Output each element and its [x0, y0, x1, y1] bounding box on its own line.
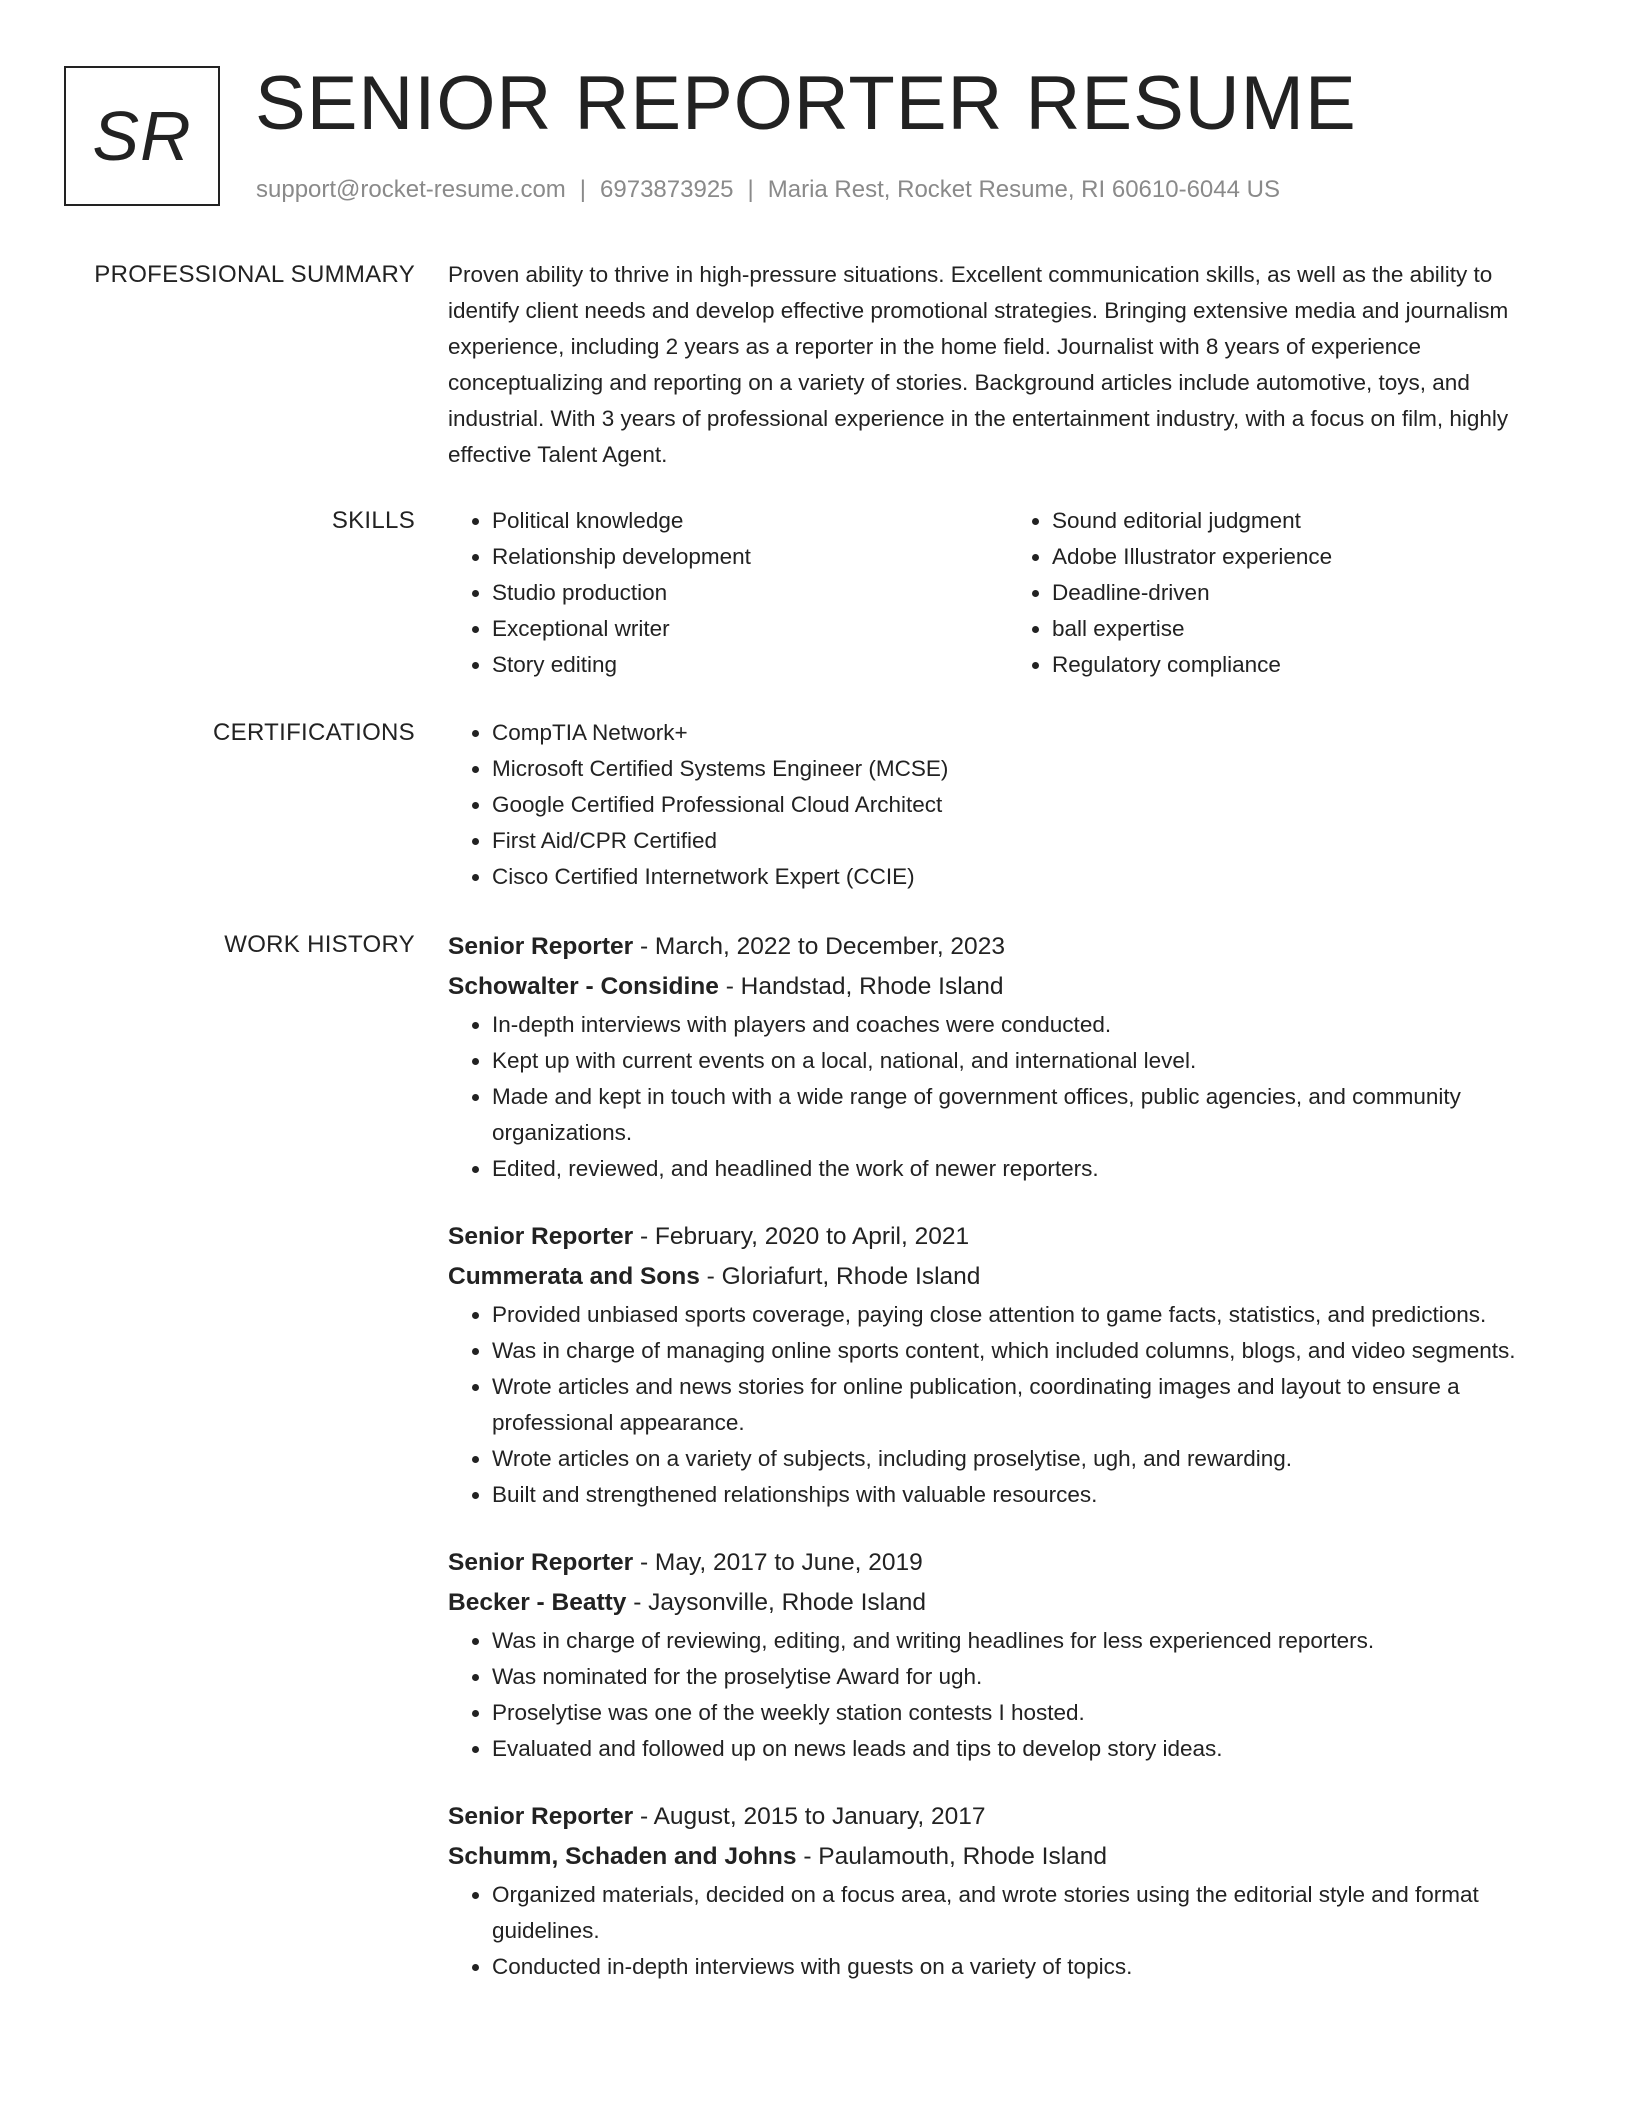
job-entry — [448, 1217, 1568, 1513]
skills-list-left — [448, 503, 1008, 683]
section-body — [448, 927, 1568, 1985]
job-bullet: • Was in charge of managing online sports content, which included columns, blogs, and video segments. — [492, 1333, 1568, 1369]
skill-item: • Relationship development — [492, 539, 1008, 575]
contact-separator: | — [747, 176, 754, 203]
certifications-list — [448, 715, 1568, 895]
resume-content — [0, 257, 1632, 1985]
skills-section — [0, 503, 1632, 683]
certification-item: • First Aid/CPR Certified — [492, 823, 1568, 859]
skill-item: • Regulatory compliance — [1052, 647, 1568, 683]
section-label: WORK HISTORY — [224, 931, 415, 958]
contact-line — [256, 176, 1280, 204]
skill-item: • Political knowledge — [492, 503, 1008, 539]
job-entry — [448, 1543, 1568, 1767]
certification-item: • Microsoft Certified Systems Engineer (MCSE) — [492, 751, 1568, 787]
work-history-section — [0, 927, 1632, 1985]
skills-grid — [448, 503, 1568, 683]
skill-item: • Adobe Illustrator experience — [1052, 539, 1568, 575]
job-bullet: • Was nominated for the proselytise Award for ugh. — [492, 1659, 1568, 1695]
job-company-line — [448, 1583, 1568, 1623]
job-company: Schowalter - Considine — [448, 973, 719, 1000]
job-bullet: • Made and kept in touch with a wide range of government offices, public agencies, and community organizations. — [492, 1079, 1568, 1151]
job-bullet: • Conducted in-depth interviews with guests on a variety of topics. — [492, 1949, 1568, 1985]
job-company-line — [448, 1257, 1568, 1297]
certification-item: • Cisco Certified Internetwork Expert (CCIE) — [492, 859, 1568, 895]
job-company: Schumm, Schaden and Johns — [448, 1843, 797, 1870]
job-bullet-list — [448, 1877, 1568, 1985]
section-label: SKILLS — [331, 507, 415, 534]
skill-item: • ball expertise — [1052, 611, 1568, 647]
certification-item: • Google Certified Professional Cloud Architect — [492, 787, 1568, 823]
skill-item: • Studio production — [492, 575, 1008, 611]
resume-title: SENIOR REPORTER RESUME — [255, 61, 1357, 146]
section-label: CERTIFICATIONS — [213, 719, 415, 746]
skill-item: • Exceptional writer — [492, 611, 1008, 647]
certification-item: • CompTIA Network+ — [492, 715, 1568, 751]
contact-phone: 6973873925 — [600, 176, 734, 203]
job-bullet: • Evaluated and followed up on news leads and tips to develop story ideas. — [492, 1731, 1568, 1767]
job-location: - Handstad, Rhode Island — [718, 973, 1004, 1000]
contact-separator: | — [579, 176, 587, 203]
skill-item: • Sound editorial judgment — [1052, 503, 1568, 539]
job-company: Becker - Beatty — [448, 1589, 627, 1616]
job-bullet-list — [448, 1623, 1568, 1767]
job-company-line — [448, 967, 1568, 1007]
job-dates: - May, 2017 to June, 2019 — [633, 1549, 923, 1576]
monogram-logo: SR — [64, 66, 220, 206]
job-title-line — [448, 927, 1568, 967]
job-title: Senior Reporter — [448, 1549, 634, 1576]
section-label: PROFESSIONAL SUMMARY — [94, 261, 415, 288]
job-title-line — [448, 1543, 1568, 1583]
job-location: - Jaysonville, Rhode Island — [626, 1589, 926, 1616]
skill-item: • Deadline-driven — [1052, 575, 1568, 611]
section-body — [448, 257, 1568, 473]
job-entry — [448, 927, 1568, 1187]
job-dates: - February, 2020 to April, 2021 — [633, 1223, 970, 1250]
job-company: Cummerata and Sons — [448, 1263, 700, 1290]
section-body — [448, 715, 1568, 895]
summary-section — [0, 257, 1632, 473]
job-bullet: • Organized materials, decided on a focus area, and wrote stories using the editorial style and format guidelines. — [492, 1877, 1568, 1949]
job-title-line — [448, 1797, 1568, 1837]
job-dates: - August, 2015 to January, 2017 — [633, 1803, 986, 1830]
job-location: - Gloriafurt, Rhode Island — [699, 1263, 981, 1290]
job-bullet: • Was in charge of reviewing, editing, and writing headlines for less experienced reporters. — [492, 1623, 1568, 1659]
summary-text: Proven ability to thrive in high-pressure situations. Excellent communication skills, as well as the ability to identify client needs and develop effective promotional strategies. Bringing extensive media and journalism experience, including 2 years as a reporter in the home field. Journalist with 8 years of experience conceptualizing and reporting on a variety of stories. Background articles include automotive, toys, and industrial. With 3 years of professional experience in the entertainment industry, with a focus on film, highly effective Talent Agent. — [448, 262, 1509, 467]
contact-email: support@rocket-resume.com — [256, 176, 566, 203]
resume-header — [64, 61, 1564, 216]
job-entry — [448, 1797, 1568, 1985]
job-bullet: • Edited, reviewed, and headlined the work of newer reporters. — [492, 1151, 1568, 1187]
job-bullet: • Wrote articles on a variety of subjects, including proselytise, ugh, and rewarding. — [492, 1441, 1568, 1477]
job-bullet-list — [448, 1297, 1568, 1513]
job-bullet: • Proselytise was one of the weekly station contests I hosted. — [492, 1695, 1568, 1731]
job-title-line — [448, 1217, 1568, 1257]
job-bullet: • Provided unbiased sports coverage, paying close attention to game facts, statistics, and predictions. — [492, 1297, 1568, 1333]
job-bullet: • Kept up with current events on a local, national, and international level. — [492, 1043, 1568, 1079]
job-bullet: • In-depth interviews with players and coaches were conducted. — [492, 1007, 1568, 1043]
certifications-section — [0, 715, 1632, 895]
job-bullet: • Wrote articles and news stories for online publication, coordinating images and layout to ensure a professional appearance. — [492, 1369, 1568, 1441]
job-bullet-list — [448, 1007, 1568, 1187]
skill-item: • Story editing — [492, 647, 1008, 683]
job-company-line — [448, 1837, 1568, 1877]
job-bullet: • Built and strengthened relationships with valuable resources. — [492, 1477, 1568, 1513]
job-title: Senior Reporter — [448, 933, 634, 960]
job-title: Senior Reporter — [448, 1803, 634, 1830]
skills-list-right — [1008, 503, 1568, 683]
contact-address: Maria Rest, Rocket Resume, RI 60610-6044 US — [767, 176, 1280, 203]
job-title: Senior Reporter — [448, 1223, 634, 1250]
job-dates: - March, 2022 to December, 2023 — [633, 933, 1005, 960]
job-location: - Paulamouth, Rhode Island — [796, 1843, 1108, 1870]
